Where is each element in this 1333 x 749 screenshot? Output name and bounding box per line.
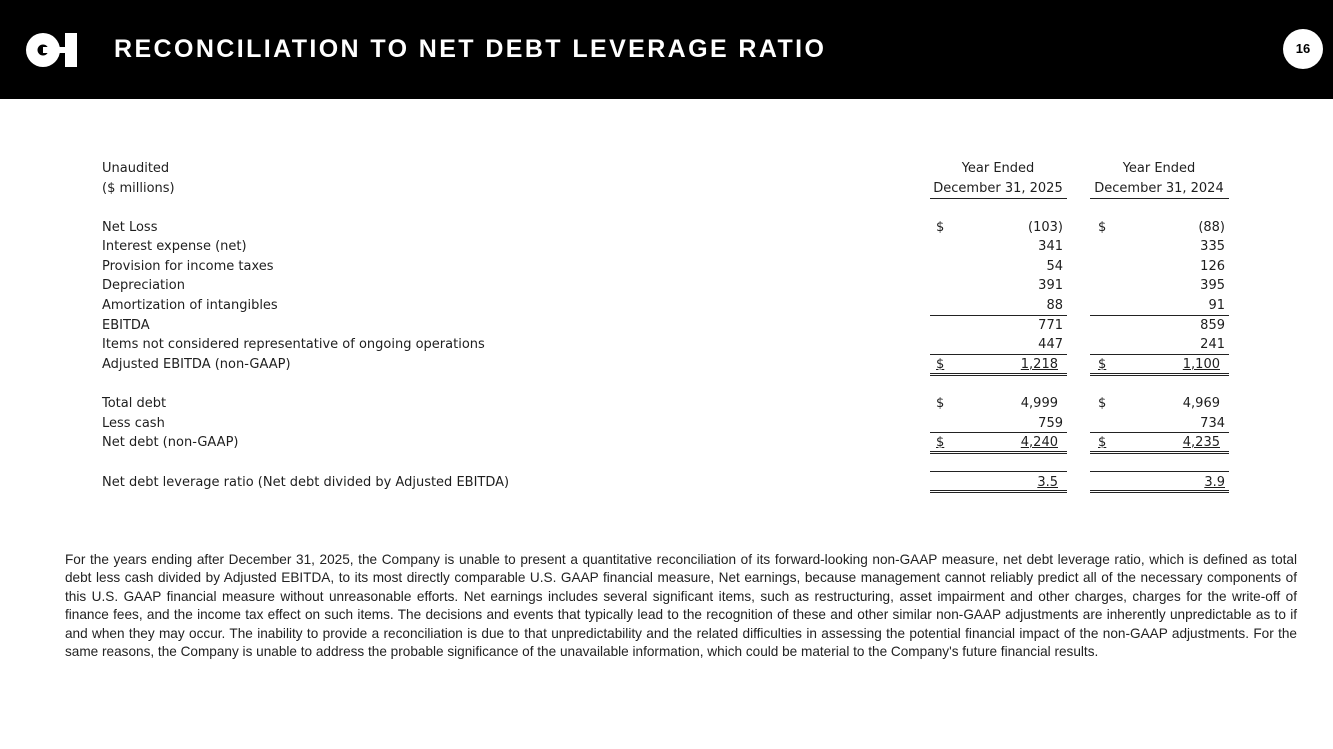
col-2024-header-rule xyxy=(1090,198,1229,199)
value-2025-net-loss: (103) xyxy=(1028,220,1063,235)
value-2024-income-taxes: 126 xyxy=(1200,259,1225,274)
value-2024-amortization: 91 xyxy=(1208,298,1225,313)
row-label-income-taxes: Provision for income taxes xyxy=(102,259,274,274)
row-label-total-debt: Total debt xyxy=(102,396,167,411)
value-2025-interest-expense: 341 xyxy=(1038,239,1063,254)
value-2024-items-not-representative: 241 xyxy=(1200,337,1225,352)
slide-header xyxy=(0,0,1333,99)
col-2024-header-line1: Year Ended xyxy=(1122,161,1196,176)
value-2025-less-cash: 759 xyxy=(1038,416,1063,431)
currency-symbol: $ xyxy=(1098,396,1107,411)
currency-symbol: $ xyxy=(1098,220,1107,235)
value-2025-ebitda: 771 xyxy=(1038,318,1063,333)
ratio-top-rule xyxy=(1090,471,1229,472)
subtotal-rule xyxy=(930,432,1067,433)
value-2025-income-taxes: 54 xyxy=(1046,259,1063,274)
row-label-net-debt: Net debt (non-GAAP) xyxy=(102,435,239,450)
disclaimer-paragraph: For the years ending after December 31, 2025, the Company is unable to present a quantitative reconciliation of its forward-looking non-GAAP measure, net debt leverage ratio, which is defined as total debt less cash divided by Adjusted EBITDA, to its most directly comparable U.S. GAAP financial measure, Net earnings, because management cannot reliably predict all of the necessary components of this U.S. GAAP financial measure without unreasonable efforts. Net earnings includes several significant items, such as restructuring, asset impairment and other charges, charges for the write-off of finance fees, and the income tax effect on such items. The decisions and events that typically lead to the recognition of these and other similar non-GAAP adjustments are inherently unpredictable as to if and when they may occur. The inability to provide a reconciliation is due to that unpredictability and the related difficulties in assessing the potential financial impact of the non-GAAP adjustments. For the same reasons, the Company is unable to address the probable significance of the unavailable information, which could be material to the Company's future financial results. xyxy=(65,552,1297,660)
currency-symbol: $ xyxy=(1098,435,1107,450)
row-label-less-cash: Less cash xyxy=(102,416,165,431)
subtotal-rule xyxy=(1090,315,1229,316)
slide-title: RECONCILIATION TO NET DEBT LEVERAGE RATIO xyxy=(114,35,827,63)
value-2024-depreciation: 395 xyxy=(1200,278,1225,293)
ratio-top-rule xyxy=(930,471,1067,472)
subtotal-rule xyxy=(930,354,1067,355)
value-2025-total-debt: 4,999 xyxy=(1020,396,1058,411)
units-label: ($ millions) xyxy=(102,181,175,196)
row-label-interest-expense: Interest expense (net) xyxy=(102,239,247,254)
value-2024-interest-expense: 335 xyxy=(1200,239,1225,254)
currency-symbol: $ xyxy=(936,220,945,235)
col-2025-header-rule xyxy=(930,198,1067,199)
company-logo-icon xyxy=(25,32,81,68)
value-2024-net-debt: 4,235 xyxy=(1182,435,1220,450)
row-label-ebitda: EBITDA xyxy=(102,318,150,333)
value-2024-adjusted-ebitda: 1,100 xyxy=(1182,357,1220,372)
value-2025-amortization: 88 xyxy=(1046,298,1063,313)
currency-symbol: $ xyxy=(936,357,945,372)
value-2024-total-debt: 4,969 xyxy=(1182,396,1220,411)
value-2025-depreciation: 391 xyxy=(1038,278,1063,293)
row-label-depreciation: Depreciation xyxy=(102,278,185,293)
value-2024-less-cash: 734 xyxy=(1200,416,1225,431)
value-2025-net-debt-leverage-ratio: 3.5 xyxy=(1037,475,1058,490)
total-double-rule xyxy=(930,490,1067,493)
row-label-items-not-representative: Items not considered representative of ongoing operations xyxy=(102,337,485,352)
value-2024-net-loss: (88) xyxy=(1198,220,1225,235)
col-2025-header-line1: Year Ended xyxy=(961,161,1035,176)
currency-symbol: $ xyxy=(1098,357,1107,372)
col-2025-header-line2: December 31, 2025 xyxy=(933,181,1063,196)
total-double-rule xyxy=(1090,490,1229,493)
subtotal-rule xyxy=(1090,354,1229,355)
value-2025-net-debt: 4,240 xyxy=(1020,435,1058,450)
value-2025-adjusted-ebitda: 1,218 xyxy=(1020,357,1058,372)
col-2024-header-line2: December 31, 2024 xyxy=(1094,181,1224,196)
subtotal-rule xyxy=(930,315,1067,316)
currency-symbol: $ xyxy=(936,435,945,450)
currency-symbol: $ xyxy=(936,396,945,411)
row-label-net-debt-leverage-ratio: Net debt leverage ratio (Net debt divided by Adjusted EBITDA) xyxy=(102,475,510,490)
total-double-rule xyxy=(1090,373,1229,376)
value-2024-net-debt-leverage-ratio: 3.9 xyxy=(1204,475,1225,490)
value-2024-ebitda: 859 xyxy=(1200,318,1225,333)
row-label-net-loss: Net Loss xyxy=(102,220,158,235)
row-label-adjusted-ebitda: Adjusted EBITDA (non-GAAP) xyxy=(102,357,291,372)
total-double-rule xyxy=(930,373,1067,376)
row-label-amortization: Amortization of intangibles xyxy=(102,298,278,313)
page-number-badge: 16 xyxy=(1283,29,1323,69)
total-double-rule xyxy=(1090,451,1229,454)
subtotal-rule xyxy=(1090,432,1229,433)
value-2025-items-not-representative: 447 xyxy=(1038,337,1063,352)
total-double-rule xyxy=(930,451,1067,454)
unaudited-label: Unaudited xyxy=(102,161,170,176)
